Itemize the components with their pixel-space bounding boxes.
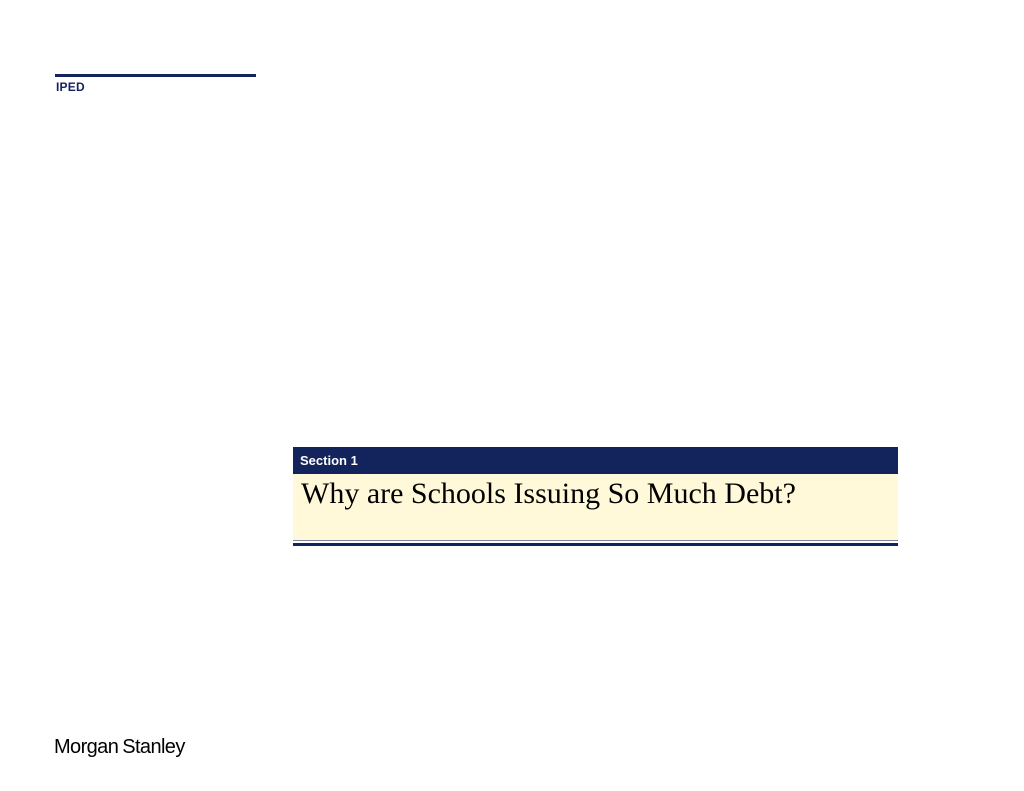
department-label: IPED xyxy=(56,80,85,94)
logo-word-stanley: Stanley xyxy=(122,736,185,758)
section-rule-thick xyxy=(293,543,898,546)
logo-word-morgan: Morgan xyxy=(54,736,119,758)
section-number-label: Section 1 xyxy=(300,453,358,468)
section-number-bar xyxy=(293,447,898,474)
section-title-panel xyxy=(293,474,898,540)
section-rule-thin xyxy=(293,540,898,541)
morgan-stanley-logo xyxy=(54,736,185,759)
section-divider-box xyxy=(293,447,898,546)
header-rule xyxy=(55,74,256,77)
section-title: Why are Schools Issuing So Much Debt? xyxy=(301,477,796,510)
